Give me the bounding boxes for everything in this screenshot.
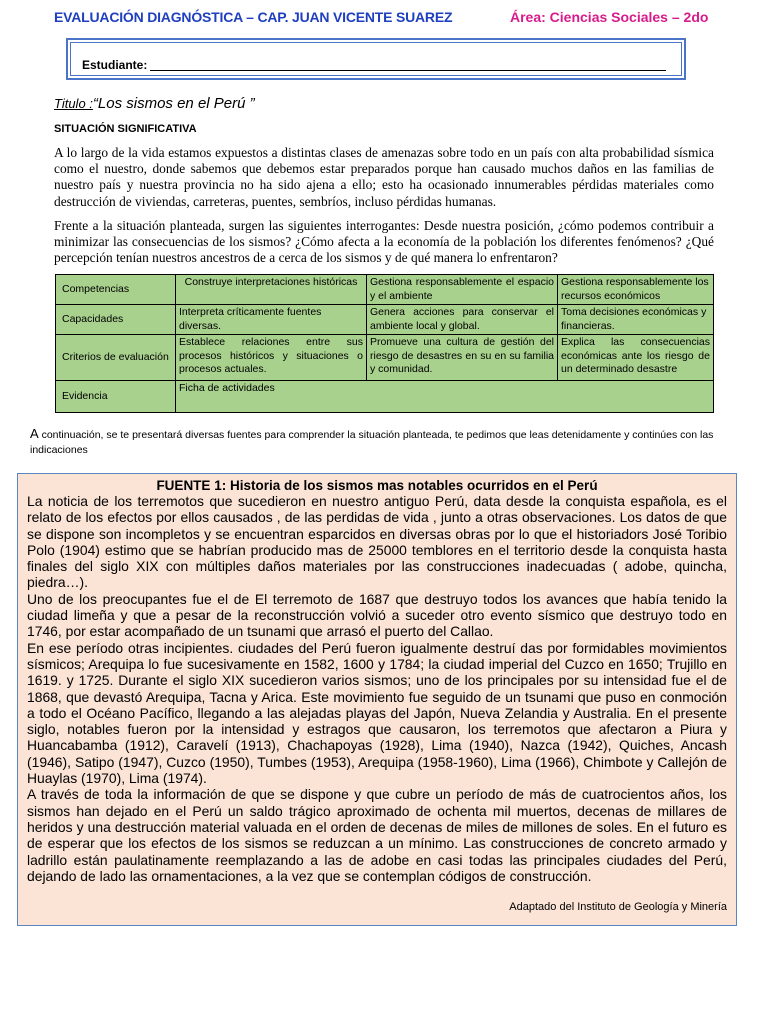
table-cell: Interpreta críticamente fuentes diversas.: [176, 305, 367, 335]
source-paragraph: A través de toda la información de que se dispone y que cubre un período de más de cuatrocientos años, los sismos han dejado en el Perú un saldo trágico aproximado de ochenta mil muertos, decenas de millares de heridos y una destrucción material valuada en el orden de decenas de miles de millones de soles. En el futuro es de esperar que los efectos de los sismos se reduzcan a un mínimo. Las construcciones de concreto armado y ladrillo están paulatinamente reemplazando a las de adobe en casi todas las principales ciudades del Perú, dejando de lado las ornamentaciones, a la vez que se contemplan códigos de construcción.: [27, 786, 727, 884]
source-paragraph: Uno de los preocupantes fue el de El terremoto de 1687 que destruyo todos los avances que había tenido la ciudad limeña y que a pesar de la reconstrucción volvió a suceder otro evento sísmico que destruyo todo en 1746, por estar acompañado de un tsunami que arrasó el puerto del Callao.: [27, 590, 727, 640]
table-row: [56, 305, 714, 335]
situation-heading: SITUACIÓN SIGNIFICATIVA: [54, 123, 197, 135]
source-attribution: Adaptado del Instituto de Geología y Minería: [509, 901, 727, 913]
table-row: [56, 275, 714, 305]
row-label: Capacidades: [56, 305, 176, 335]
table-cell: Genera acciones para conservar el ambiente local y global.: [367, 305, 558, 335]
instructions-body: continuación, se te presentará diversas fuentes para comprender la situación planteada, te pedimos que leas detenidamente y continúes con las indicaciones: [30, 429, 714, 456]
row-label: Competencias: [56, 275, 176, 305]
table-cell: Gestiona responsablemente los recursos económicos: [558, 275, 714, 305]
row-label: Criterios de evaluación: [56, 335, 176, 381]
student-label: Estudiante:: [82, 58, 148, 72]
situation-paragraph-2: Frente a la situación planteada, surgen las siguientes interrogantes: Desde nuestra posición, ¿cómo podemos contribuir a minimizar las consecuencias de los sismos? ¿Cómo afecta a la economía de la población los diferentes fenómenos? ¿Qué percepción tenían nuestros ancestros de a cerca de los sismos y de qué manera lo enfrentaron?: [54, 218, 714, 266]
competencies-table: [55, 274, 714, 413]
row-label: Evidencia: [56, 381, 176, 413]
title-row: [54, 95, 255, 112]
table-cell: Construye interpretaciones históricas: [176, 275, 367, 305]
page-title: “Los sismos en el Perú ”: [92, 95, 255, 112]
table-cell: Explica las consecuencias económicas ante los riesgo de un determinado desastre: [558, 335, 714, 381]
table-row: [56, 335, 714, 381]
source-paragraph: La noticia de los terremotos que sucedieron en nuestro antiguo Perú, data desde la conquista española, es el relato de los efectos por ellos causados , de las perdidas de vida , junto a otras observaciones. Los datos de que se dispone son incompletos y se encuentran esparcidos en diversas obras por lo que el historiadors José Toribio Polo (1904) estimo que se habrían producido mas de 25000 temblores en el territorio desde la conquista hasta finales del siglo XIX con múltiples daños materiales por las construcciones inadecuadas ( adobe, quincha, piedra…).: [27, 493, 727, 591]
document-header-title: EVALUACIÓN DIAGNÓSTICA – CAP. JUAN VICENTE SUAREZ: [54, 9, 453, 25]
situation-paragraph-1: A lo largo de la vida estamos expuestos a distintas clases de amenazas sobre todo en un país con alta probabilidad sísmica como el nuestro, donde sabemos que debemos estar preparados porque han causado muchos daños en las familias de nuestro país y nuestra provincia no ha sido ajena a ello; esto ha ocasionado innumerables pérdidas materiales como destrucción de viviendas, carreteras, puentes, sembríos, incluso pérdidas humanas.: [54, 145, 714, 209]
table-cell: Establece relaciones entre sus procesos históricos y situaciones o procesos actuales.: [176, 335, 367, 381]
student-name-box: [66, 38, 686, 80]
table-cell: Ficha de actividades: [176, 381, 714, 413]
instructions-first-letter: A: [30, 426, 39, 441]
table-row: [56, 381, 714, 413]
source-title: FUENTE 1: Historia de los sismos mas notables ocurridos en el Perú: [156, 478, 598, 493]
instructions-text: [30, 426, 750, 458]
table-cell: Gestiona responsablemente el espacio y el ambiente: [367, 275, 558, 305]
table-cell: Promueve una cultura de gestión del riesgo de desastres en su en su familia y comunidad.: [367, 335, 558, 381]
subject-area-label: Área: Ciencias Sociales – 2do: [510, 9, 709, 25]
student-name-line[interactable]: [150, 70, 666, 71]
title-label: Titulo :: [54, 96, 93, 111]
table-cell: Toma decisiones económicas y financieras.: [558, 305, 714, 335]
source-body: [27, 493, 727, 884]
source-paragraph: En ese período otras incipientes. ciudades del Perú fueron igualmente destruí das por formidables movimientos sísmicos; Arequipa lo fue sucesivamente en 1582, 1600 y 1784; la ciudad imperial del Cuzco en 1650; Trujillo en 1619. y 1725. Durante el siglo XIX sucedieron varios sismos; uno de los principales por su intensidad fue el de 1868, que devastó Arequipa, Tacna y Arica. Este movimiento fue seguido de un tsunami que puso en conmoción a todo el Océano Pacífico, llegando a las alejadas playas del Japón, Nueva Zelandia y Australia. En el presente siglo, notables fueron por la intensidad y estragos que causaron, los terremotos que afectaron a Piura y Huancabamba (1912), Caravelí (1913), Chachapoyas (1928), Lima (1940), Nazca (1942), Quiches, Ancash (1946), Satipo (1947), Cuzco (1950), Tumbes (1953), Arequipa (1958-1960), Lima (1966), Chimbote y Callejón de Huaylas (1970), Lima (1974).: [27, 639, 727, 787]
